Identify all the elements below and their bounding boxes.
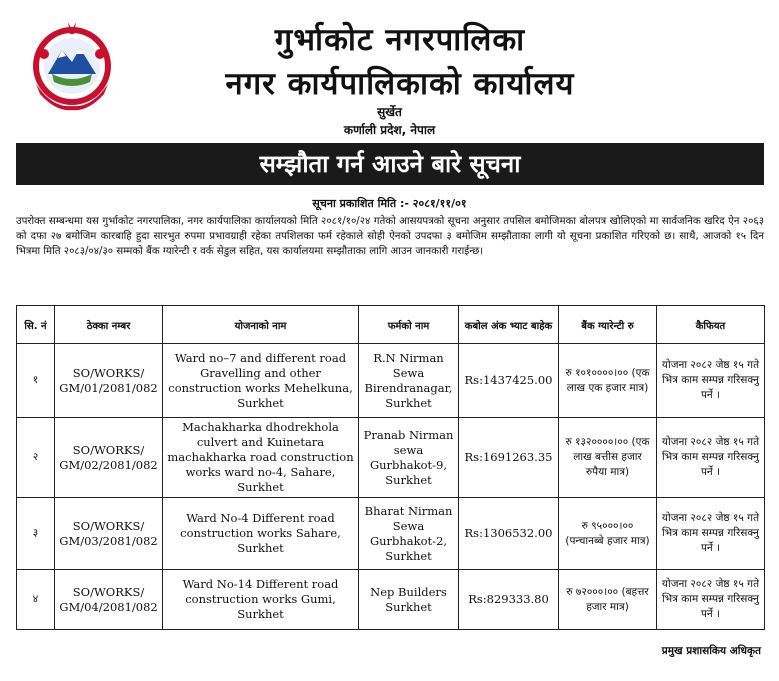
cell-guarantee: रु ७२०००।०० (बहत्तर हजार मात्र): [559, 570, 657, 630]
cell-project: Ward No-4 Different road construction works Sahare, Surkhet: [163, 498, 359, 570]
col-header-contract-no: ठेक्का नम्बर: [55, 306, 163, 344]
table-row: [17, 498, 765, 570]
cell-sn: ४: [17, 570, 55, 630]
table-header-row: [17, 306, 765, 344]
signoff-title: प्रमुख प्रशासकिय अधिकृत: [661, 645, 761, 657]
office-name: गुर्भाकोट नगरपालिका: [274, 22, 526, 58]
cell-contract-no: SO/WORKS/ GM/03/2081/082: [55, 498, 163, 570]
cell-remarks: योजना २०८२ जेष्ठ १५ गते भित्र काम सम्पन्न गरिसक्नु पर्ने ।: [657, 344, 765, 418]
cell-firm: Bharat Nirman Sewa Gurbhakot-2, Surkhet: [359, 498, 459, 570]
cell-contract-no: SO/WORKS/ GM/01/2081/082: [55, 344, 163, 418]
notice-paragraph: उपरोक्त सम्बन्धमा यस गुर्भाकोट नगरपालिका, नगर कार्यपालिका कार्यालयको मिति २०८१/१०/२४ गतेको आसयपत्रको सूचना अनुसार तपसिल बमोजिमका बोलपत्र खोलिएको मा सार्वजनिक खरिद ऐन २०६३ को दफा २७ बमोजिम कारबाहि हुदा सारभुत रुपमा प्रभावग्राही रहेका तपशिलका फर्म रहेकाले सोही ऐनको उपदफा ३ बमोजिम सम्झौताका लागी यो सूचना प्रकाशित गरिएको छ। साथै, आजको १५ दिन भित्रमा मिति २०८३/०४/३० सम्मको बैंक ग्यारेन्टी र वर्क सेडुल सहित, यस कार्यालयमा सम्झौताका लागि आउन जानकारी गराईन्छ।: [16, 216, 764, 257]
cell-sn: २: [17, 418, 55, 498]
cell-firm: R.N Nirman Sewa Birendranagar, Surkhet: [359, 344, 459, 418]
table-row: [17, 344, 765, 418]
col-header-sn: सि. नं: [17, 306, 55, 344]
col-header-guarantee: बैंक ग्यारेन्टी रु: [559, 306, 657, 344]
cell-remarks: योजना २०८२ जेष्ठ १५ गते भित्र काम सम्पन्न गरिसक्नु पर्ने ।: [657, 570, 765, 630]
col-header-bid: कबोल अंक भ्याट बाहेक: [459, 306, 559, 344]
cell-guarantee: रु १३२००००।०० (एक लाख बत्तीस हजार रुपैया मात्र): [559, 418, 657, 498]
cell-contract-no: SO/WORKS/ GM/04/2081/082: [55, 570, 163, 630]
cell-sn: १: [17, 344, 55, 418]
office-subname: नगर कार्यपालिकाको कार्यालय: [225, 66, 575, 102]
district-label: सुर्खेत: [377, 105, 402, 119]
table-row: [17, 570, 765, 630]
table-row: [17, 418, 765, 498]
cell-contract-no: SO/WORKS/ GM/02/2081/082: [55, 418, 163, 498]
published-date: सूचना प्रकाशित मिति :- २०८१/११/०१: [312, 197, 467, 210]
col-header-remarks: कैफियत: [657, 306, 765, 344]
province-label: कर्णाली प्रदेश, नेपाल: [343, 123, 436, 137]
nepal-emblem-icon: [22, 14, 122, 114]
cell-remarks: योजना २०८२ जेष्ठ १५ गते भित्र काम सम्पन्न गरिसक्नु पर्ने ।: [657, 498, 765, 570]
cell-project: Ward no–7 and different road Gravelling and other construction works Mehelkuna, Surkhet: [163, 344, 359, 418]
cell-sn: ३: [17, 498, 55, 570]
contracts-table: [16, 305, 765, 630]
col-header-firm: फर्मको नाम: [359, 306, 459, 344]
cell-bid: Rs:829333.80: [459, 570, 559, 630]
cell-firm: Nep Builders Surkhet: [359, 570, 459, 630]
cell-project: Ward No-14 Different road construction works Gumi, Surkhet: [163, 570, 359, 630]
cell-guarantee: रु ९५०००।०० (पन्चानब्बे हजार मात्र): [559, 498, 657, 570]
cell-bid: Rs:1437425.00: [459, 344, 559, 418]
cell-remarks: योजना २०८२ जेष्ठ १५ गते भित्र काम सम्पन्न गरिसक्नु पर्ने ।: [657, 418, 765, 498]
notice-title-banner: सम्झौता गर्न आउने बारे सूचना: [16, 143, 764, 185]
col-header-project: योजनाको नाम: [163, 306, 359, 344]
cell-bid: Rs:1306532.00: [459, 498, 559, 570]
cell-bid: Rs:1691263.35: [459, 418, 559, 498]
cell-guarantee: रु १०१००००।०० (एक लाख एक हजार मात्र): [559, 344, 657, 418]
cell-firm: Pranab Nirman sewa Gurbhakot-9, Surkhet: [359, 418, 459, 498]
cell-project: Machakharka dhodrekhola culvert and Kuinetara machakharka road construction works ward no-4, Sahare, Surkhet: [163, 418, 359, 498]
